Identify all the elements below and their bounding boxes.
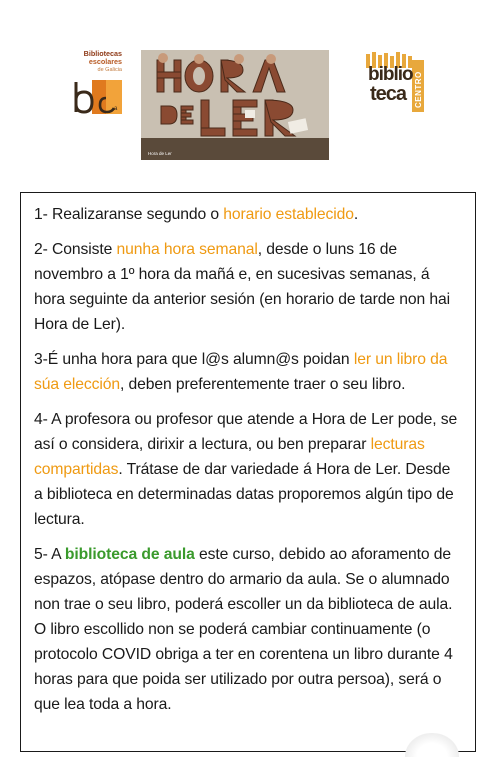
rule-text: , desde o luns 16 de novembro a 1º hora da mañá e, en sucesivas semanas, á hora seguinte da anterior sesión (en horario de tarde non hai Hora de Ler). xyxy=(34,241,450,333)
biblioteca-centro-logo xyxy=(362,50,432,120)
banner-caption xyxy=(148,151,172,156)
logo-word-centro: CENTRO xyxy=(414,71,423,108)
rule-text: , deben preferentemente traer o seu libro. xyxy=(120,376,406,393)
hora-de-ler-banner xyxy=(141,50,329,160)
rule-highlight: ler un libro da súa elección xyxy=(34,351,448,393)
logo-line-1: Bibliotecas xyxy=(83,49,122,58)
page-curl-decoration xyxy=(405,733,459,757)
rule-text: . Trátase de dar variedade á Hora de Ler. Desde a biblioteca en determinadas datas proporemos algún tipo de lectura. xyxy=(34,461,454,528)
rule-text: . xyxy=(353,206,359,223)
rule-highlight: biblioteca de aula xyxy=(64,546,195,563)
logo-word-teca: teca xyxy=(370,83,407,105)
rule-text: 4- A profesora ou profesor que atende a Hora de Ler pode, se así o considera, dirixir a lectura, ou ben preparar xyxy=(34,411,458,453)
rule-highlight: horario establecido xyxy=(223,206,354,223)
rule-text: 2- Consiste xyxy=(34,241,117,258)
rule-paragraph-4 xyxy=(34,407,463,532)
svg-text:a: a xyxy=(114,106,118,112)
banner-caption-line-1: Hora de Ler xyxy=(148,151,172,156)
rule-highlight: nunha hora semanal xyxy=(116,241,258,258)
logo-word-biblio: biblio xyxy=(368,64,413,85)
bibliotecas-escolares-text xyxy=(70,50,122,74)
logo-line-2: escolares xyxy=(88,57,122,66)
rule-paragraph-3 xyxy=(34,347,463,397)
rule-text: 1- Realizaranse segundo o xyxy=(34,206,224,223)
rule-text: este curso, debido ao aforamento de espazos, atópase dentro do armario da aula. Se o alumnado non trae o seu libro, poderá escoller un da biblioteca de aula. O libro escollido non se poderá cambiar continuamente (o protocolo COVID obriga a ter en corentena un libro durante 4 horas para que poida ser utilizado por outra persoa), será o que lea toda a hora. xyxy=(34,546,453,713)
rule-paragraph-1 xyxy=(34,202,463,227)
hora-de-ler-illustration-icon xyxy=(141,50,329,160)
logo-line-3: de Galicia xyxy=(97,67,122,73)
bibliotecas-mark-icon xyxy=(70,80,122,114)
rules-box xyxy=(20,192,476,752)
rule-text: 5- A xyxy=(34,546,65,563)
bibliotecas-escolares-logo xyxy=(70,50,122,114)
rule-text: 3-É unha hora para que l@s alumn@s poidan xyxy=(34,351,354,368)
rule-paragraph-5 xyxy=(34,542,463,717)
rule-highlight: lecturas compartidas xyxy=(34,436,425,478)
rule-paragraph-2 xyxy=(34,237,463,337)
